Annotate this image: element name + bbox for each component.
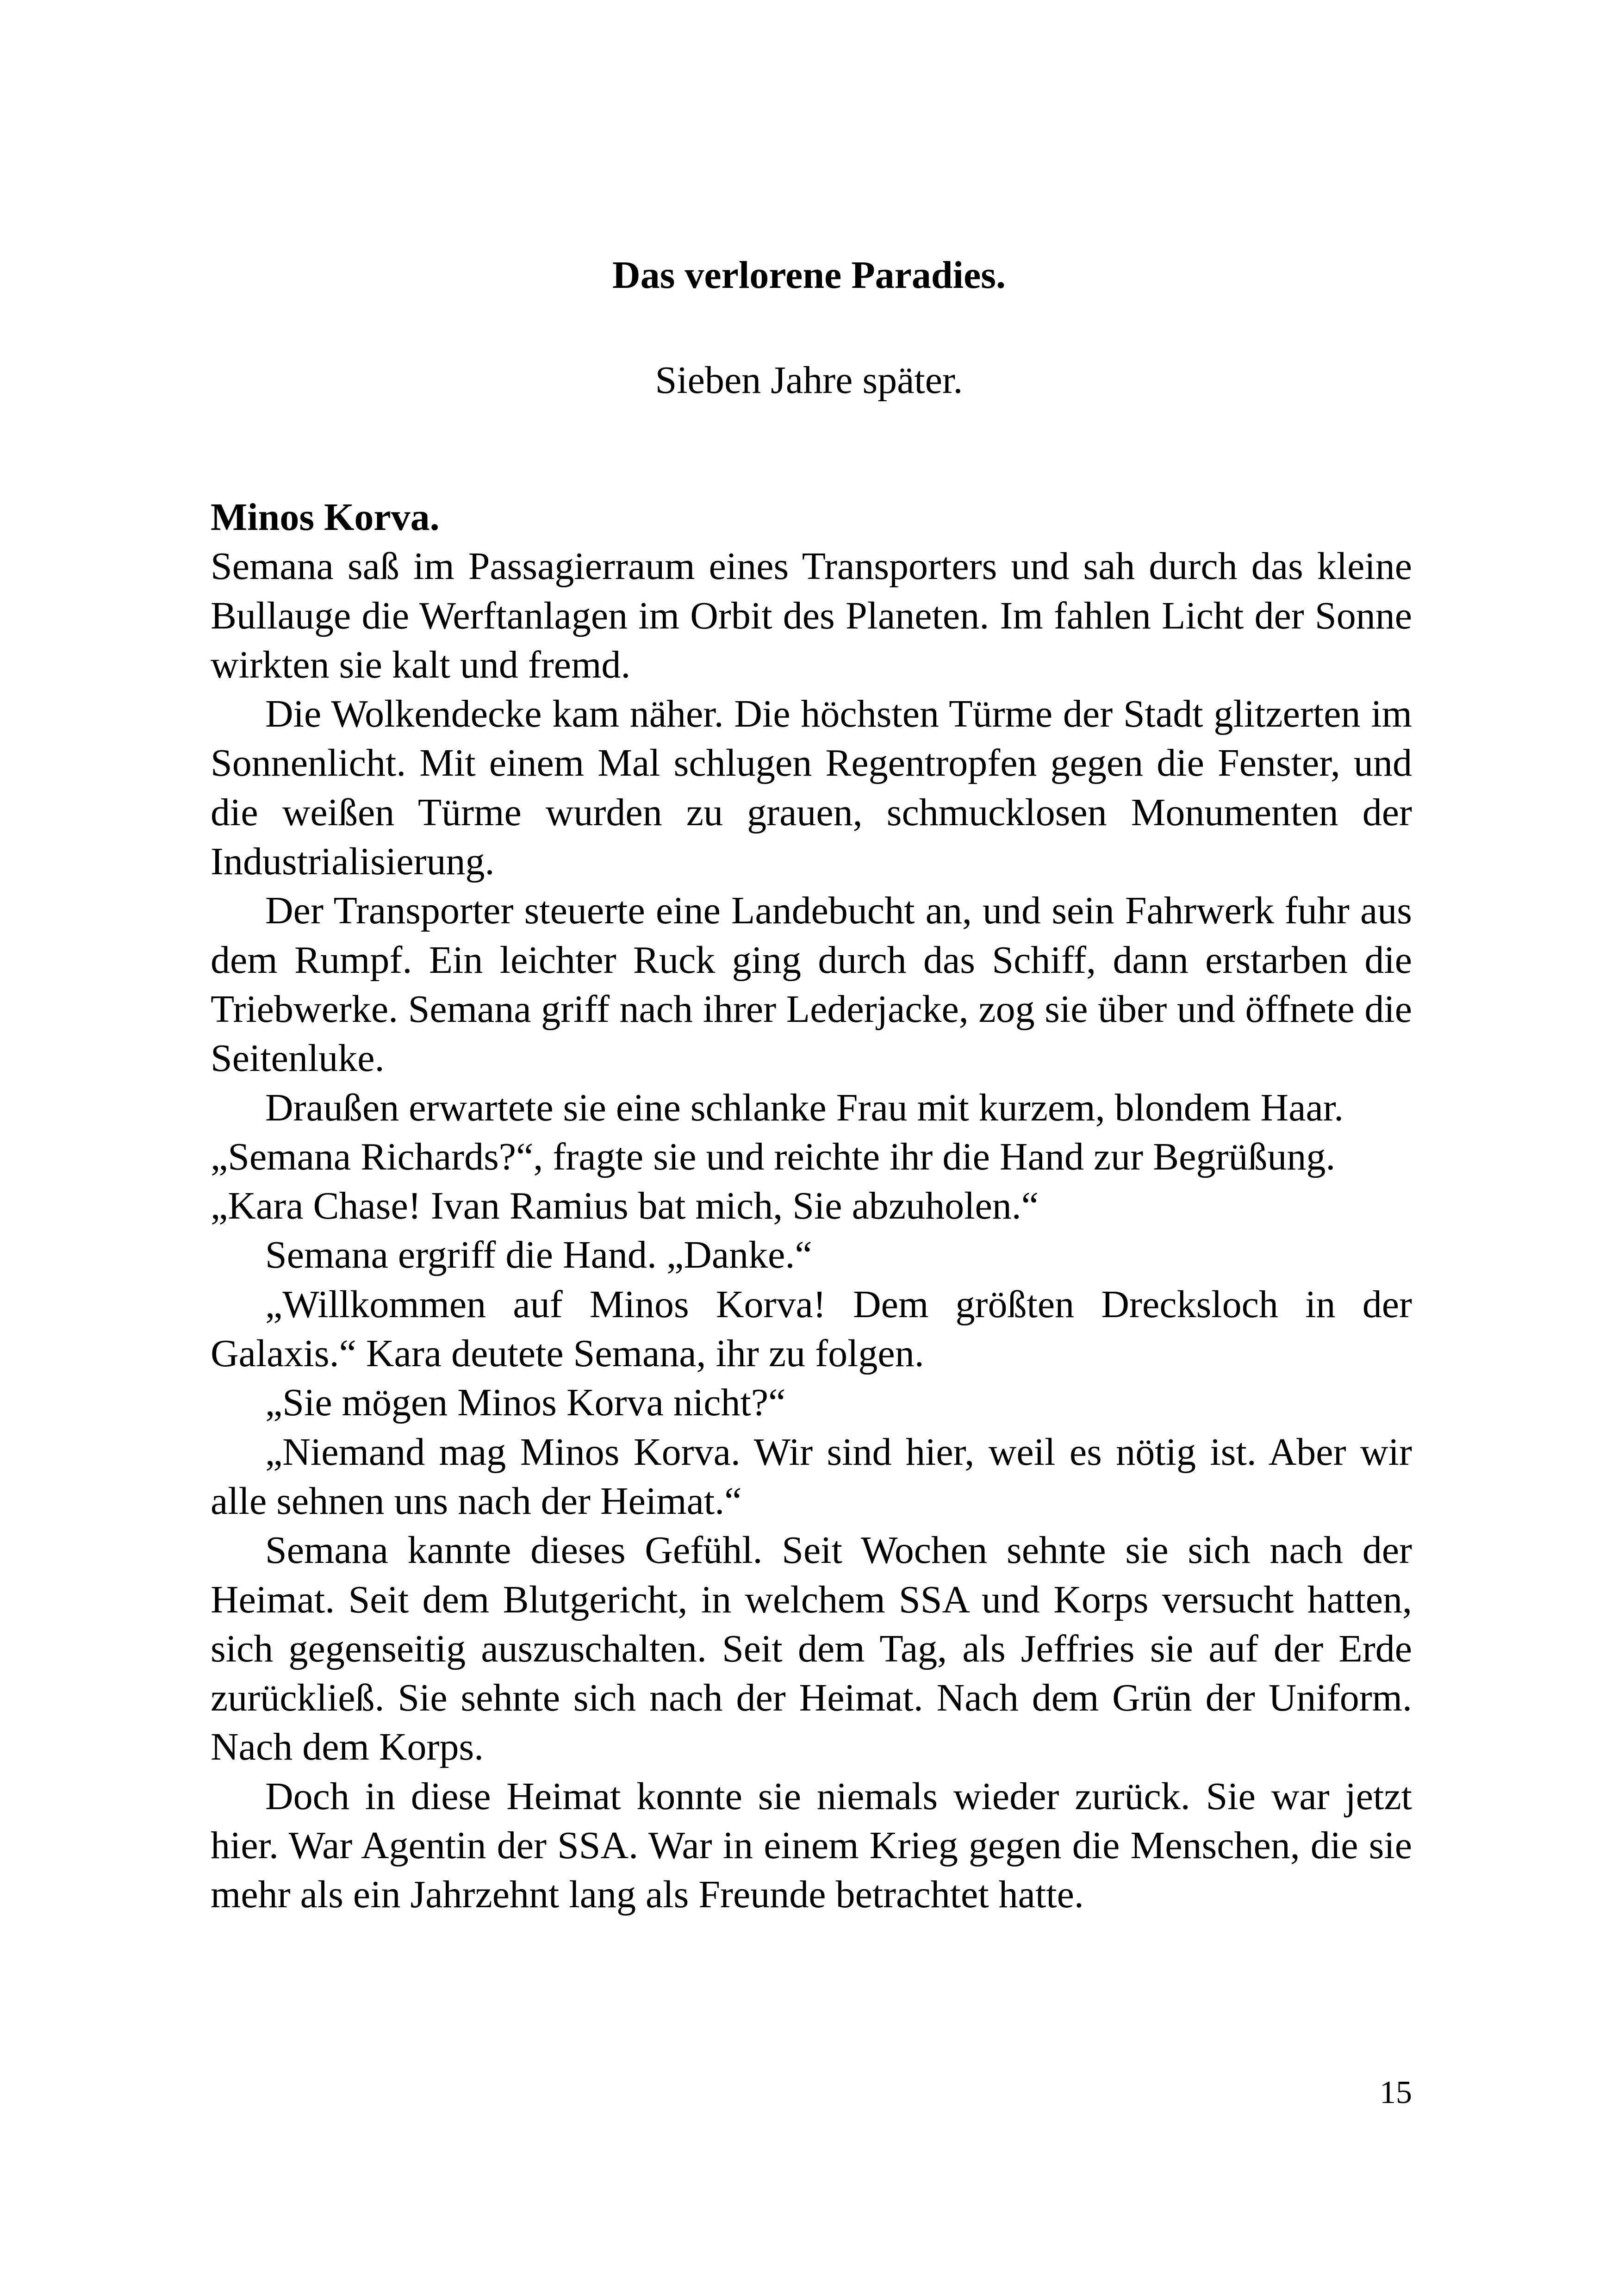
paragraph: „Sie mögen Minos Korva nicht?“ [265, 1381, 786, 1425]
page-number: 15 [1380, 2075, 1412, 2110]
paragraph: Doch in diese Heimat konnte sie niemals wieder zurück. Sie war jetzt hier. War Agentin der SSA. War in einem Krieg gegen die Menschen, die sie mehr als ein Jahrzehnt lang als Freunde betrachtet hatte. [211, 1774, 1412, 1916]
paragraph: Die Wolkendecke kam näher. Die höchsten Türme der Stadt glitzerten im Sonnenlicht. Mit einem Mal schlugen Regentropfen gegen die Fenster, und die weißen Türme wurden zu grauen, schmucklosen Monumenten der Industrialisierung. [211, 692, 1412, 884]
paragraph: „Kara Chase! Ivan Ramius bat mich, Sie abzuholen.“ [211, 1184, 1039, 1228]
paragraph: „Semana Richards?“, fragte sie und reichte ihr die Hand zur Begrüßung. [211, 1135, 1336, 1178]
chapter-title: Das verlorene Paradies. [612, 254, 1006, 297]
paragraph: Semana kannte dieses Gefühl. Seit Wochen sehnte sie sich nach der Heimat. Seit dem Blutgericht, in welchem SSA und Korps versucht hatten, sich gegenseitig auszuschalten. Seit dem Tag, als Jeffries sie auf der Erde zurückließ. Sie sehnte sich nach der Heimat. Nach dem Grün der Uniform. Nach dem Korps. [211, 1529, 1412, 1769]
paragraph: Semana saß im Passagierraum eines Transporters und sah durch das kleine Bullauge die Werftanlagen im Orbit des Planeten. Im fahlen Licht der Sonne wirkten sie kalt und fremd. [211, 545, 1412, 686]
paragraph: Semana ergriff die Hand. „Danke.“ [265, 1233, 812, 1277]
paragraph: Draußen erwartete sie eine schlanke Frau mit kurzem, blondem Haar. [265, 1086, 1344, 1129]
paragraph: Der Transporter steuerte eine Landebucht an, und sein Fahrwerk fuhr aus dem Rumpf. Ein leichter Ruck ging durch das Schiff, dann erstarben die Triebwerke. Semana griff nach ihrer Lederjacke, zog sie über und öffnete die Seitenluke. [211, 889, 1412, 1080]
body-text [211, 493, 1412, 1920]
section-heading: Minos Korva. [211, 496, 440, 539]
chapter-subtitle: Sieben Jahre später. [655, 359, 963, 402]
paragraph: „Niemand mag Minos Korva. Wir sind hier, weil es nötig ist. Aber wir alle sehnen uns nach der Heimat.“ [211, 1430, 1412, 1523]
paragraph: „Willkommen auf Minos Korva! Dem größten Drecksloch in der Galaxis.“ Kara deutete Semana, ihr zu folgen. [211, 1282, 1412, 1375]
